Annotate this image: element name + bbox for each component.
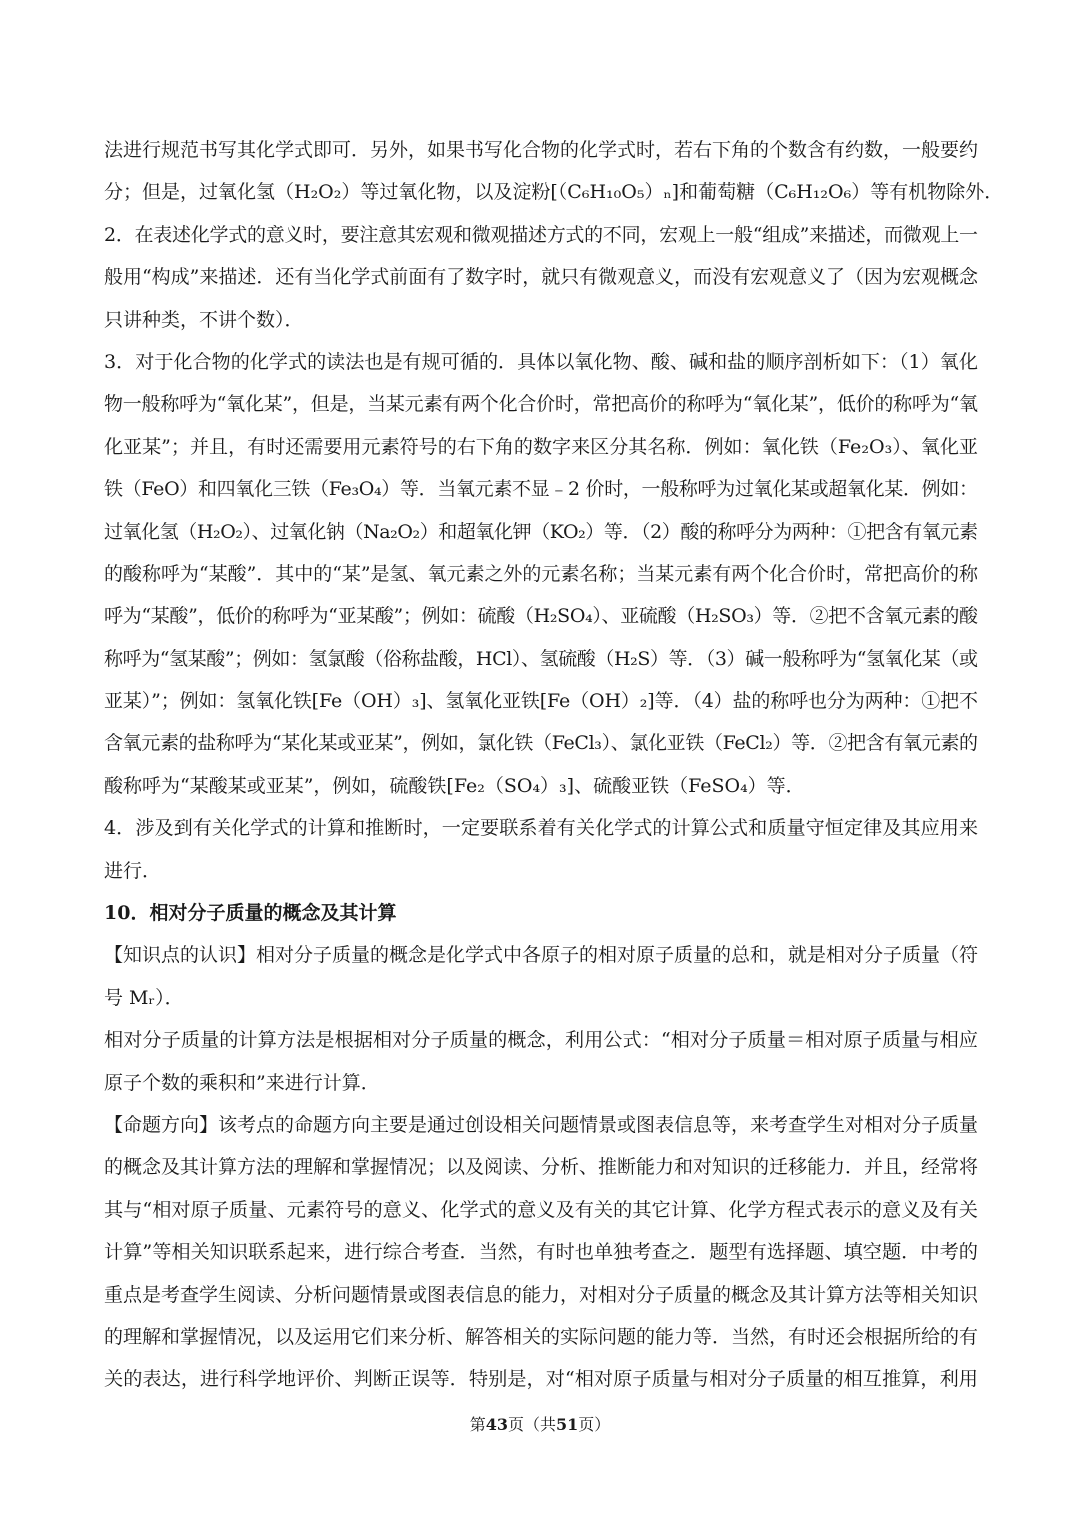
page-footer bbox=[0, 1412, 1080, 1435]
text-line-content: 的概念及其计算方法的理解和掌握情况；以及阅读、分析、推断能力和对知识的迁移能力．并且，经常将 bbox=[104, 1156, 978, 1179]
text-line-content: 【知识点的认识】相对分子质量的概念是化学式中各原子的相对原子质量的总和，就是相对分子质量（符 bbox=[104, 944, 978, 967]
text-line-content: 呼为“某酸”，低价的称呼为“亚某酸”；例如：硫酸（H₂SO₄）、亚硫酸（H₂SO₃）等．②把不含氧元素的酸 bbox=[104, 605, 978, 628]
footer-prefix: 第 bbox=[469, 1415, 486, 1434]
text-line bbox=[104, 807, 978, 849]
text-line bbox=[104, 1358, 978, 1400]
text-line-content: 10．相对分子质量的概念及其计算 bbox=[104, 902, 397, 925]
text-line bbox=[104, 468, 978, 510]
text-line bbox=[104, 1274, 978, 1316]
text-line bbox=[104, 129, 978, 171]
text-line-content: 的理解和掌握情况，以及运用它们来分析、解答相关的实际问题的能力等．当然，有时还会根据所给的有 bbox=[104, 1325, 978, 1348]
text-line-content: 关的表达，进行科学地评价、判断正误等．特别是，对“相对原子质量与相对分子质量的相互推算，利用 bbox=[104, 1368, 978, 1391]
text-line bbox=[104, 553, 978, 595]
text-line-content: 物一般称呼为“氧化某”，但是，当某元素有两个化合价时，常把高价的称呼为“氧化某”，低价的称呼为“氧 bbox=[104, 393, 978, 416]
text-line bbox=[104, 341, 978, 383]
text-line-content: 法进行规范书写其化学式即可．另外，如果书写化合物的化学式时，若右下角的个数含有约数，一般要约 bbox=[104, 139, 978, 161]
text-line-content: 铁（FeO）和四氧化三铁（Fe₃O₄）等．当氧元素不显﹣2 价时，一般称呼为过氧化某或超氧化某．例如： bbox=[104, 478, 978, 501]
text-line-content: 称呼为“氢某酸”；例如：氢氯酸（俗称盐酸，HCl）、氢硫酸（H₂S）等．（3）碱一般称呼为“氢氧化某（或 bbox=[104, 647, 978, 670]
text-line bbox=[104, 383, 978, 425]
text-line bbox=[104, 765, 978, 807]
footer-suffix: 页） bbox=[578, 1415, 611, 1434]
text-line bbox=[104, 171, 1004, 213]
text-line bbox=[104, 426, 978, 468]
text-line bbox=[104, 511, 978, 553]
text-line-content: 化亚某”；并且，有时还需要用元素符号的右下角的数字来区分其名称．例如：氧化铁（Fe₂O₃）、氧化亚 bbox=[104, 435, 978, 458]
text-line-content: 3．对于化合物的化学式的读法也是有规可循的．具体以氧化物、酸、碱和盐的顺序剖析如下：（1）氧化 bbox=[104, 350, 978, 373]
text-line-content: 号 Mᵣ）． bbox=[104, 986, 184, 1009]
text-line-content: 2．在表述化学式的意义时，要注意其宏观和微观描述方式的不同，宏观上一般“组成”来描述，而微观上一 bbox=[104, 223, 978, 246]
text-line bbox=[104, 1062, 978, 1104]
text-line-content: 重点是考查学生阅读、分析问题情景或图表信息的能力，对相对分子质量的概念及其计算方法等相关知识 bbox=[104, 1283, 978, 1306]
text-line bbox=[104, 638, 978, 680]
text-line-content: 只讲种类，不讲个数）． bbox=[104, 308, 304, 331]
text-line bbox=[104, 722, 978, 764]
text-line bbox=[104, 256, 978, 298]
text-line bbox=[104, 977, 978, 1019]
current-page-number: 43 bbox=[485, 1415, 508, 1434]
text-line-content: 酸称呼为“某酸某或亚某”，例如，硫酸铁[Fe₂（SO₄）₃]、硫酸亚铁（FeSO₄）等． bbox=[104, 774, 805, 797]
text-line bbox=[104, 1316, 978, 1358]
section-heading bbox=[104, 892, 978, 934]
text-line bbox=[104, 1104, 978, 1146]
text-line-content: 其与“相对原子质量、元素符号的意义、化学式的意义及有关的其它计算、化学方程式表示的意义及有关 bbox=[104, 1198, 978, 1221]
text-line-content: 含氧元素的盐称呼为“某化某或亚某”，例如，氯化铁（FeCl₃）、氯化亚铁（FeCl₂）等．②把含有氧元素的 bbox=[104, 732, 978, 755]
text-line bbox=[104, 850, 978, 892]
document-body bbox=[104, 129, 1004, 1401]
text-line bbox=[104, 214, 978, 256]
text-line bbox=[104, 595, 978, 637]
text-line bbox=[104, 1019, 978, 1061]
text-line bbox=[104, 1231, 978, 1273]
text-line bbox=[104, 1189, 978, 1231]
text-line-content: 亚某）”；例如：氢氧化铁[Fe（OH）₃]、氢氧化亚铁[Fe（OH）₂]等．（4）盐的称呼也分为两种：①把不 bbox=[104, 690, 978, 713]
text-line-content: 分；但是，过氧化氢（H₂O₂）等过氧化物，以及淀粉[（C₆H₁₀O₅）ₙ]和葡萄糖（C₆H₁₂O₆）等有机物除外． bbox=[104, 181, 1004, 204]
text-line-content: 的酸称呼为“某酸”．其中的“某”是氢、氧元素之外的元素名称；当某元素有两个化合价时，常把高价的称 bbox=[104, 562, 978, 585]
text-line bbox=[104, 1146, 978, 1188]
text-line-content: 过氧化氢（H₂O₂）、过氧化钠（Na₂O₂）和超氧化钾（KO₂）等．（2）酸的称呼分为两种：①把含有氧元素 bbox=[104, 520, 978, 543]
text-line-content: 相对分子质量的计算方法是根据相对分子质量的概念，利用公式：“相对分子质量＝相对原子质量与相应 bbox=[104, 1029, 978, 1052]
text-line bbox=[104, 680, 978, 722]
total-page-count: 51 bbox=[556, 1415, 579, 1434]
text-line-content: 原子个数的乘积和”来进行计算． bbox=[104, 1071, 380, 1094]
text-line-content: 4．涉及到有关化学式的计算和推断时，一定要联系着有关化学式的计算公式和质量守恒定律及其应用来 bbox=[104, 817, 978, 840]
text-line-content: 计算”等相关知识联系起来，进行综合考查．当然，有时也单独考查之．题型有选择题、填空题．中考的 bbox=[104, 1241, 978, 1264]
footer-middle: 页（共 bbox=[507, 1415, 556, 1434]
text-line bbox=[104, 299, 978, 341]
text-line bbox=[104, 934, 978, 976]
text-line-content: 【命题方向】该考点的命题方向主要是通过创设相关问题情景或图表信息等，来考查学生对相对分子质量 bbox=[104, 1113, 978, 1136]
text-line-content: 般用“构成”来描述．还有当化学式前面有了数字时，就只有微观意义，而没有宏观意义了（因为宏观概念 bbox=[104, 266, 978, 289]
text-line-content: 进行． bbox=[104, 859, 162, 882]
